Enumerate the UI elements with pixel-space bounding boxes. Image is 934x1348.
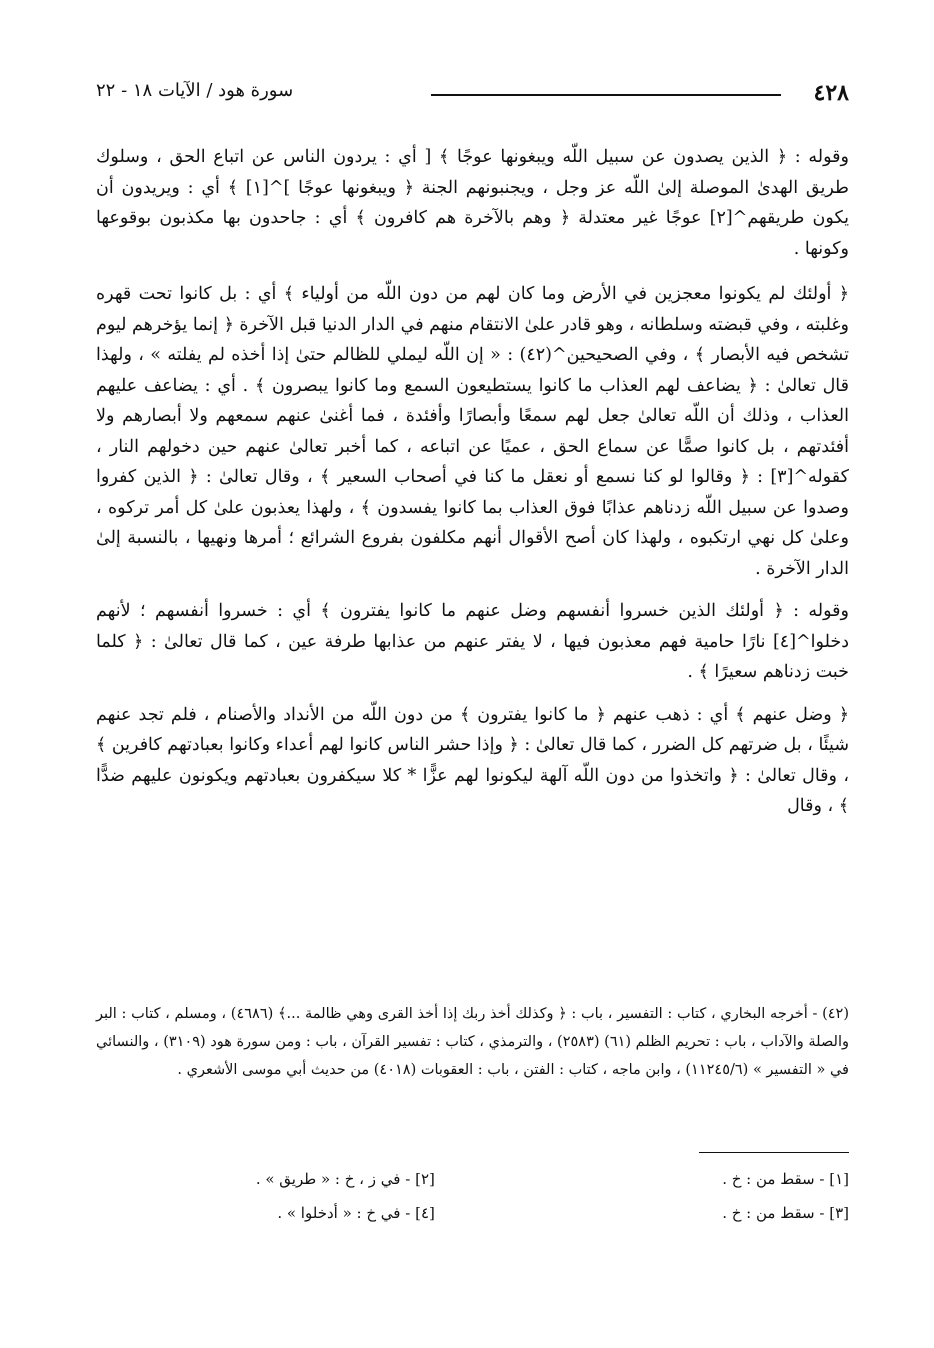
page-number: ٤٢٨: [813, 80, 849, 106]
main-text: [96, 142, 849, 834]
footnotes: [96, 1000, 849, 1084]
note-4: [٤] - في خ : « أدخلوا » .: [277, 1204, 435, 1222]
paragraph-2: ﴿ أولئك لم يكونوا معجزين في الأرض وما كان لهم من دون اللّه من أولياء ﴾ أي : بل كانوا تحت قهره وغلبته ، وفي قبضته وسلطانه ، وهو قادر علىٰ الانتقام منهم في الدار الدنيا قبل الآخرة ﴿ إنما يؤخرهم ليوم تشخص فيه الأبصار ﴾ ، وفي الصحيحين^(٤٢) : « إن اللّه ليملي للظالم حتىٰ إذا أخذه لم يفلته » ، ولهذا قال تعالىٰ : ﴿ يضاعف لهم العذاب ما كانوا يستطيعون السمع وما كانوا يبصرون ﴾ . أي : يضاعف عليهم العذاب ، وذلك أن اللّه تعالىٰ جعل لهم سمعًا وأبصارًا وأفئدة ، فما أغنىٰ عنهم سمعهم ولا أبصارهم ولا أفئدتهم ، بل كانوا صمًّا عن سماع الحق ، عميًا عن اتباعه ، كما أخبر تعالىٰ عنهم حين دخولهم النار ، كقوله^[٣] : ﴿ وقالوا لو كنا نسمع أو نعقل ما كنا في أصحاب السعير ﴾ ، وقال تعالىٰ : ﴿ الذين كفروا وصدوا عن سبيل اللّه زدناهم عذابًا فوق العذاب بما كانوا يفسدون ﴾ ، ولهذا يعذبون علىٰ كل أمر تركوه ، وعلىٰ كل نهي ارتكبوه ، ولهذا كان أصح الأقوال أنهم مكلفون بفروع الشرائع ؛ أمرها ونهيها ، بالنسبة إلىٰ الدار الآخرة .: [95, 284, 849, 579]
page-header: [96, 80, 849, 110]
note-2: [٢] - في ز ، خ : « طريق » .: [255, 1170, 435, 1188]
header-rule: [431, 94, 781, 96]
notes-row: [96, 1170, 849, 1204]
paragraph-3: وقوله : ﴿ أولئك الذين خسروا أنفسهم وضل عنهم ما كانوا يفترون ﴾ أي : خسروا أنفسهم ؛ لأنهم دخلوا^[٤] نارًا حامية فهم معذبون فيها ، لا يفتر عنهم من عذابها طرفة عين ، كما قال تعالىٰ : ﴿ كلما خبت زدناهم سعيرًا ﴾ .: [96, 601, 849, 682]
footnote-42: (٤٢) - أخرجه البخاري ، كتاب : التفسير ، باب : ﴿ وكذلك أخذ ربك إذا أخذ القرى وهي ظالمة ...﴾ (٤٦٨٦) ، ومسلم ، كتاب : البر والصلة والآداب ، باب : تحريم الظلم (٦١) (٢٥٨٣) ، والترمذي ، كتاب : تفسير القرآن ، باب : ومن سورة هود (٣١٠٩) ، والنسائي في « التفسير » (١١٢٤٥/٦) ، وابن ماجه ، كتاب : الفتن ، باب : العقوبات (٤٠١٨) من حديث أبي موسى الأشعري .: [96, 1006, 849, 1078]
note-1: [١] - سقط من : خ .: [722, 1170, 849, 1188]
paragraph-4: ﴿ وضل عنهم ﴾ أي : ذهب عنهم ﴿ ما كانوا يفترون ﴾ من دون اللّه من الأنداد والأصنام ، فلم تجد عنهم شيئًا ، بل ضرتهم كل الضرر ، كما قال تعالىٰ : ﴿ وإذا حشر الناس كانوا لهم أعداء وكانوا بعبادتهم كافرين ﴾ ، وقال تعالىٰ : ﴿ واتخذوا من دون اللّه آلهة ليكونوا لهم عزًّا * كلا سيكفرون بعبادتهم ويكونون عليهم ضدًّا ﴾ ، وقال: [96, 704, 849, 816]
paragraph-1: وقوله : ﴿ الذين يصدون عن سبيل اللّه ويبغونها عوجًا ﴾ [ أي : يردون الناس عن اتباع الحق ، وسلوك طريق الهدىٰ الموصلة إلىٰ اللّه عز وجل ، ويجنبونهم الجنة ﴿ ويبغونها عوجًا ]^[١] ﴾ أي : ويريدون أن يكون طريقهم^[٢] عوجًا غير معتدلة ﴿ وهم بالآخرة هم كافرون ﴾ أي : جاحدون بها مكذبون بوقوعها وكونها .: [96, 147, 849, 259]
notes-row: [96, 1204, 849, 1238]
collation-notes: [96, 1170, 849, 1238]
note-3: [٣] - سقط من : خ .: [722, 1204, 849, 1222]
running-head: سورة هود / الآيات ١٨ - ٢٢: [96, 80, 294, 101]
notes-rule: [699, 1152, 849, 1153]
